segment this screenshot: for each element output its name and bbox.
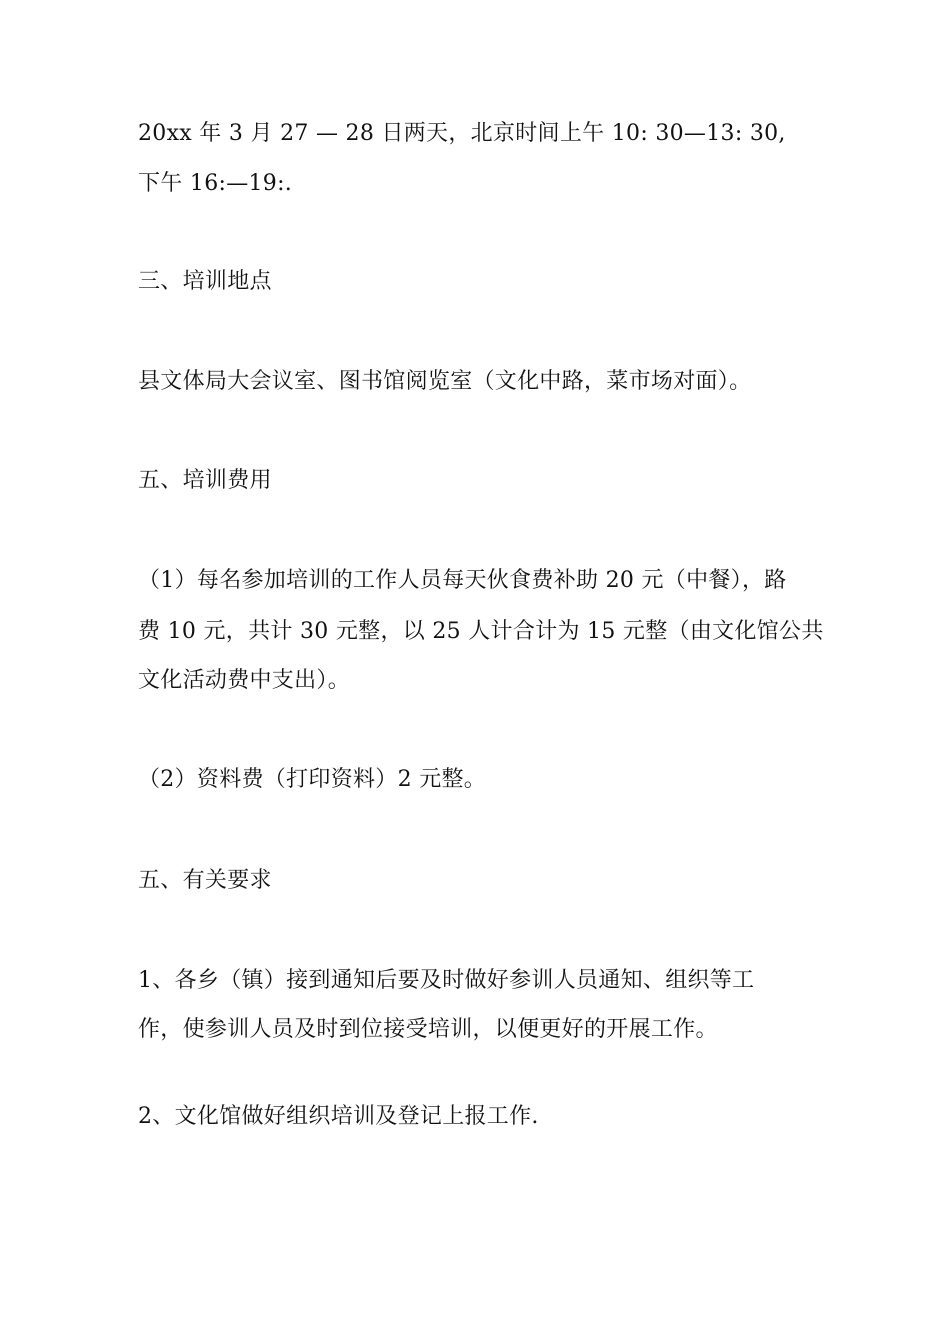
fee-item-1-line-1: （1）每名参加培训的工作人员每天伙食费补助 20 元（中餐），路 bbox=[138, 568, 787, 593]
section-heading-requirements: 五、有关要求 bbox=[138, 868, 272, 893]
section-heading-training-location: 三、培训地点 bbox=[138, 269, 272, 294]
schedule-line-2: 下午 16:—19:. bbox=[138, 171, 293, 196]
fee-item-2: （2）资料费（打印资料）2 元整。 bbox=[138, 767, 487, 792]
fee-item-1-line-3: 文化活动费中支出）。 bbox=[138, 668, 351, 693]
fee-item-1-line-2: 费 10 元，共计 30 元整，以 25 人计合计为 15 元整（由文化馆公共 bbox=[138, 619, 824, 644]
requirement-2: 2、文化馆做好组织培训及登记上报工作. bbox=[138, 1104, 539, 1129]
requirement-1-line-1: 1、各乡（镇）接到通知后要及时做好参训人员通知、组织等工 bbox=[138, 968, 755, 993]
location-paragraph: 县文体局大会议室、图书馆阅览室（文化中路，菜市场对面）。 bbox=[138, 369, 752, 394]
schedule-line-1: 20xx 年 3 月 27 — 28 日两天，北京时间上午 10: 30—13: 30, bbox=[138, 121, 786, 146]
requirement-1-line-2: 作，使参训人员及时到位接受培训，以便更好的开展工作。 bbox=[138, 1017, 718, 1042]
section-heading-training-fees: 五、培训费用 bbox=[138, 468, 272, 493]
